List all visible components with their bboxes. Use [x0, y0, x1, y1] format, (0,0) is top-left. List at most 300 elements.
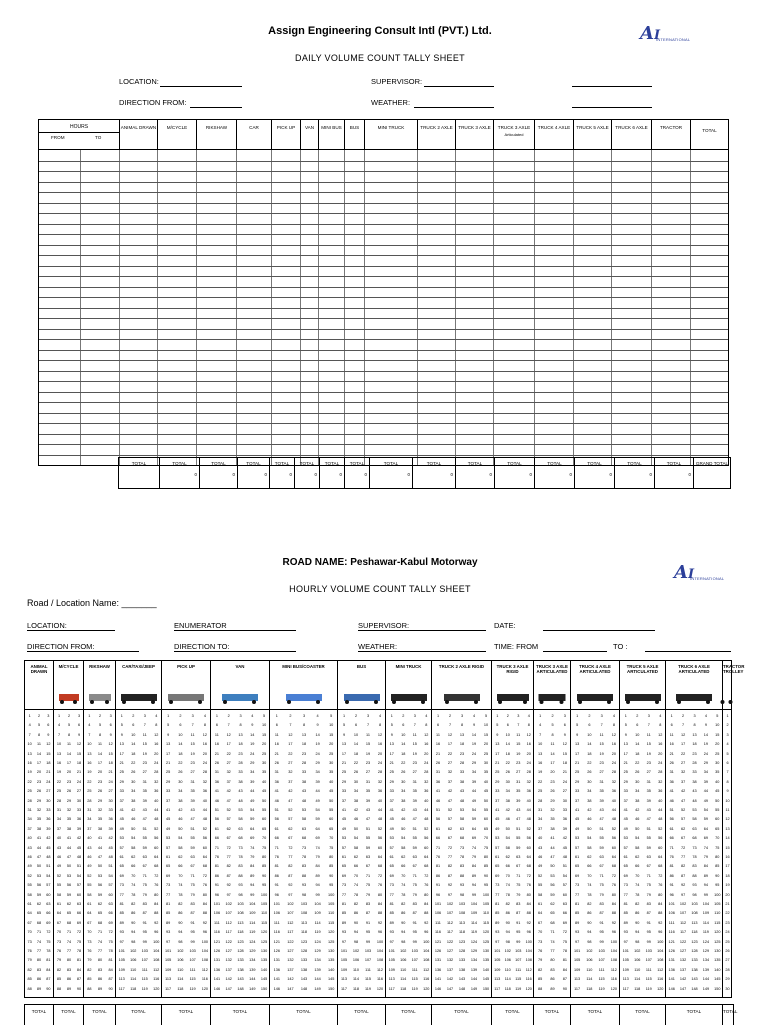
- tally-number[interactable]: 102: [177, 949, 184, 953]
- tally-number[interactable]: 63: [599, 855, 604, 859]
- tally-number[interactable]: 50: [505, 826, 510, 831]
- tally-number[interactable]: 60: [202, 845, 207, 850]
- tally-number[interactable]: 85: [261, 864, 267, 869]
- tally-number[interactable]: 9: [47, 732, 50, 737]
- tally-number[interactable]: 70: [178, 873, 183, 878]
- tally-number[interactable]: 34: [401, 789, 406, 794]
- tally-number[interactable]: 55: [329, 808, 334, 812]
- tally-number[interactable]: 42: [76, 836, 82, 841]
- tally-number[interactable]: 4: [527, 714, 530, 718]
- tally-number[interactable]: 32: [66, 808, 72, 812]
- tally-number[interactable]: 4: [612, 714, 615, 718]
- tally-number[interactable]: 36: [76, 817, 82, 822]
- tally-number[interactable]: 9: [704, 723, 707, 728]
- tally-number[interactable]: 97: [288, 892, 293, 897]
- tally-number[interactable]: 25: [329, 751, 334, 756]
- tally-number[interactable]: 23: [516, 761, 521, 765]
- tally-number[interactable]: 112: [446, 920, 454, 925]
- tally-number[interactable]: 41: [214, 789, 219, 794]
- tally-number[interactable]: 77: [288, 855, 293, 859]
- tally-number[interactable]: 40: [87, 836, 92, 841]
- tally-number[interactable]: 115: [141, 977, 148, 982]
- tally-number[interactable]: 2: [67, 714, 71, 718]
- tally-number[interactable]: 59: [250, 817, 255, 822]
- tally-number[interactable]: 99: [703, 892, 708, 897]
- tally-number[interactable]: 44: [703, 789, 708, 794]
- tally-number[interactable]: 24: [46, 779, 51, 784]
- tally-number[interactable]: 41: [495, 808, 500, 812]
- tally-number[interactable]: 64: [56, 911, 62, 916]
- tally-number[interactable]: 10: [131, 732, 136, 737]
- tally-number[interactable]: 12: [447, 732, 453, 737]
- tally-number[interactable]: 15: [599, 742, 604, 747]
- daily-row[interactable]: [39, 381, 728, 392]
- tally-number[interactable]: 128: [237, 949, 244, 953]
- tally-number[interactable]: 10: [538, 742, 543, 747]
- tally-number[interactable]: 57: [46, 883, 51, 888]
- tally-number[interactable]: 73: [166, 883, 171, 888]
- tally-number[interactable]: 135: [482, 958, 490, 963]
- tally-number[interactable]: 66: [562, 911, 567, 916]
- tally-number[interactable]: 119: [364, 986, 372, 991]
- tally-number[interactable]: 27: [725, 958, 730, 963]
- tally-number[interactable]: 122: [225, 939, 232, 944]
- tally-number[interactable]: 54: [587, 836, 592, 841]
- tally-number[interactable]: 16: [27, 761, 32, 765]
- tally-number[interactable]: 13: [166, 742, 171, 747]
- tally-number[interactable]: 80: [526, 892, 531, 897]
- tally-number[interactable]: 74: [131, 883, 136, 888]
- tally-number[interactable]: 38: [587, 798, 592, 803]
- tally-number[interactable]: 117: [446, 930, 454, 935]
- tally-number[interactable]: 75: [562, 939, 567, 944]
- tally-number[interactable]: 84: [471, 864, 477, 869]
- tally-number[interactable]: 90: [178, 920, 183, 925]
- tally-number[interactable]: 105: [340, 958, 348, 963]
- tally-number[interactable]: 80: [329, 855, 334, 859]
- tally-number[interactable]: 3: [460, 714, 464, 718]
- tally-number[interactable]: 112: [657, 967, 664, 972]
- tally-number[interactable]: 110: [482, 911, 490, 916]
- tally-number[interactable]: 34: [56, 817, 62, 822]
- tally-number[interactable]: 150: [714, 986, 721, 991]
- tally-number[interactable]: 84: [611, 902, 616, 906]
- tally-number[interactable]: 42: [288, 789, 293, 794]
- tally-number[interactable]: 102: [446, 902, 454, 906]
- tally-number[interactable]: 82: [538, 967, 543, 972]
- tally-number[interactable]: 80: [550, 958, 555, 963]
- tally-number[interactable]: 21: [623, 761, 628, 765]
- tally-number[interactable]: 33: [46, 808, 51, 812]
- tally-number[interactable]: 56: [669, 817, 674, 822]
- tally-number[interactable]: 27: [680, 761, 686, 765]
- enumerator-field[interactable]: [174, 630, 296, 631]
- tally-number[interactable]: 35: [365, 789, 371, 794]
- tally-number[interactable]: 66: [505, 864, 510, 869]
- tally-number[interactable]: 52: [154, 826, 159, 831]
- tally-number[interactable]: 39: [471, 779, 477, 784]
- tally-number[interactable]: 20: [377, 751, 383, 756]
- tally-number[interactable]: 128: [300, 949, 308, 953]
- tally-number[interactable]: 78: [459, 855, 465, 859]
- tally-number[interactable]: 6: [726, 761, 729, 765]
- tally-number[interactable]: 15: [329, 732, 334, 737]
- tally-number[interactable]: 86: [353, 911, 359, 916]
- tally-number[interactable]: 65: [97, 911, 103, 916]
- tally-number[interactable]: 93: [495, 930, 500, 935]
- tally-number[interactable]: 53: [692, 808, 697, 812]
- tally-number[interactable]: 81: [108, 958, 113, 963]
- tally-number[interactable]: 34: [703, 770, 708, 775]
- tally-number[interactable]: 84: [76, 967, 82, 972]
- tally-number[interactable]: 62: [680, 826, 686, 831]
- tally-number[interactable]: 7: [682, 723, 685, 728]
- tally-number[interactable]: 97: [447, 892, 453, 897]
- date-field[interactable]: [543, 630, 655, 631]
- tally-number[interactable]: 33: [575, 789, 580, 794]
- tally-number[interactable]: 63: [301, 826, 307, 831]
- tally-number[interactable]: 78: [635, 892, 640, 897]
- tally-number[interactable]: 48: [526, 817, 531, 822]
- tally-number[interactable]: 103: [458, 902, 466, 906]
- tally-number[interactable]: 94: [471, 883, 477, 888]
- tally-number[interactable]: 108: [237, 911, 244, 916]
- tally-number[interactable]: 24: [658, 761, 663, 765]
- tally-number[interactable]: 98: [692, 892, 697, 897]
- tally-number[interactable]: 118: [237, 930, 244, 935]
- tally-number[interactable]: 79: [87, 958, 92, 963]
- tally-number[interactable]: 96: [274, 892, 279, 897]
- tally-number[interactable]: 81: [341, 902, 347, 906]
- tally-number[interactable]: 72: [46, 930, 51, 935]
- tally-number[interactable]: 10: [635, 732, 640, 737]
- daily-row[interactable]: [39, 444, 728, 455]
- tally-number[interactable]: 79: [365, 892, 371, 897]
- tally-number[interactable]: 137: [225, 967, 232, 972]
- daily-row[interactable]: [39, 350, 728, 361]
- tally-number[interactable]: 119: [645, 986, 652, 991]
- tally-number[interactable]: 69: [495, 873, 500, 878]
- tally-number[interactable]: 74: [66, 939, 72, 944]
- tally-number[interactable]: 9: [576, 732, 579, 737]
- tally-number[interactable]: 54: [505, 836, 510, 841]
- tally-number[interactable]: 17: [97, 761, 103, 765]
- tally-number[interactable]: 119: [515, 986, 522, 991]
- tally-number[interactable]: 51: [435, 808, 441, 812]
- tally-number[interactable]: 79: [599, 892, 604, 897]
- tally-number[interactable]: 51: [412, 826, 417, 831]
- tally-number[interactable]: 2: [636, 714, 639, 718]
- tally-number[interactable]: 19: [471, 742, 477, 747]
- tally-number[interactable]: 1: [88, 714, 91, 718]
- tally-number[interactable]: 46: [401, 817, 406, 822]
- tally-number[interactable]: 85: [119, 911, 124, 916]
- tally-number[interactable]: 140: [328, 967, 335, 972]
- tally-number[interactable]: 103: [515, 949, 522, 953]
- tally-number[interactable]: 90: [329, 873, 334, 878]
- tally-number[interactable]: 110: [634, 967, 641, 972]
- tally-number[interactable]: 113: [494, 977, 501, 982]
- tally-number[interactable]: 18: [178, 751, 183, 756]
- tally-number[interactable]: 13: [495, 742, 500, 747]
- tally-number[interactable]: 22: [401, 761, 406, 765]
- tally-number[interactable]: 67: [87, 920, 92, 925]
- tally-number[interactable]: 43: [692, 789, 697, 794]
- tally-number[interactable]: 123: [300, 939, 308, 944]
- tally-number[interactable]: 67: [226, 836, 231, 841]
- tally-number[interactable]: 21: [575, 761, 580, 765]
- tally-number[interactable]: 106: [400, 958, 407, 963]
- tally-number[interactable]: 82: [288, 864, 293, 869]
- tally-number[interactable]: 18: [725, 873, 730, 878]
- tally-number[interactable]: 70: [538, 930, 543, 935]
- tally-number[interactable]: 109: [702, 911, 710, 916]
- tally-number[interactable]: 39: [562, 826, 567, 831]
- tally-number[interactable]: 103: [141, 949, 148, 953]
- tally-number[interactable]: 3: [563, 714, 566, 718]
- tally-number[interactable]: 94: [635, 930, 640, 935]
- daily-row[interactable]: [39, 423, 728, 434]
- tally-number[interactable]: 29: [550, 798, 555, 803]
- tally-number[interactable]: 23: [725, 920, 730, 925]
- tally-number[interactable]: 11: [366, 732, 370, 737]
- tally-number[interactable]: 55: [599, 836, 604, 841]
- tally-number[interactable]: 19: [516, 751, 521, 756]
- tally-number[interactable]: 110: [328, 911, 335, 916]
- tally-number[interactable]: 43: [27, 845, 32, 850]
- tally-number[interactable]: 105: [622, 958, 629, 963]
- tally-number[interactable]: 5: [726, 751, 729, 756]
- tally-number[interactable]: 129: [249, 949, 256, 953]
- tally-number[interactable]: 101: [164, 949, 172, 953]
- tally-number[interactable]: 22: [725, 911, 730, 916]
- tally-number[interactable]: 67: [142, 864, 147, 869]
- tally-number[interactable]: 32: [377, 779, 383, 784]
- tally-number[interactable]: 77: [226, 855, 231, 859]
- tally-number[interactable]: 18: [46, 761, 51, 765]
- tally-number[interactable]: 73: [238, 845, 243, 850]
- tally-number[interactable]: 17: [66, 761, 72, 765]
- tally-number[interactable]: 88: [692, 873, 697, 878]
- tally-number[interactable]: 89: [97, 986, 103, 991]
- tally-number[interactable]: 44: [471, 789, 477, 794]
- tally-number[interactable]: 134: [314, 958, 321, 963]
- tally-number[interactable]: 93: [692, 883, 697, 888]
- tally-number[interactable]: 58: [692, 817, 697, 822]
- tally-number[interactable]: 45: [261, 789, 267, 794]
- tally-number[interactable]: 74: [353, 883, 359, 888]
- tally-number[interactable]: 78: [353, 892, 359, 897]
- tally-number[interactable]: 65: [575, 864, 580, 869]
- tally-number[interactable]: 117: [287, 930, 294, 935]
- tally-number[interactable]: 107: [515, 958, 522, 963]
- tally-number[interactable]: 25: [341, 770, 347, 775]
- tally-number[interactable]: 36: [46, 817, 51, 822]
- tally-number[interactable]: 10: [715, 723, 720, 728]
- tally-number[interactable]: 58: [131, 845, 136, 850]
- tally-number[interactable]: 50: [131, 826, 136, 831]
- tally-number[interactable]: 66: [669, 836, 674, 841]
- tally-number[interactable]: 13: [623, 742, 628, 747]
- daily-row[interactable]: [39, 276, 728, 287]
- tally-number[interactable]: 26: [131, 770, 136, 775]
- tally-number[interactable]: 42: [562, 836, 567, 841]
- tally-number[interactable]: 4: [155, 714, 158, 718]
- tally-number[interactable]: 50: [329, 798, 334, 803]
- tally-number[interactable]: 96: [611, 930, 616, 935]
- tally-number[interactable]: 11: [725, 808, 730, 812]
- tally-number[interactable]: 35: [599, 789, 604, 794]
- tally-number[interactable]: 82: [680, 864, 686, 869]
- tally-number[interactable]: 22: [87, 779, 92, 784]
- tally-column[interactable]: [431, 710, 492, 997]
- tally-number[interactable]: 64: [27, 911, 32, 916]
- tally-number[interactable]: 38: [238, 779, 243, 784]
- tally-number[interactable]: 17: [288, 742, 293, 747]
- tally-number[interactable]: 128: [691, 949, 698, 953]
- tally-number[interactable]: 22: [680, 751, 686, 756]
- tally-number[interactable]: 57: [226, 817, 231, 822]
- tally-number[interactable]: 37: [166, 798, 171, 803]
- tally-number[interactable]: 25: [725, 939, 730, 944]
- tally-number[interactable]: 8: [726, 779, 729, 784]
- tally-number[interactable]: 55: [27, 883, 32, 888]
- tally-number[interactable]: 45: [76, 845, 82, 850]
- tally-number[interactable]: 56: [611, 836, 616, 841]
- tally-number[interactable]: 89: [315, 873, 320, 878]
- tally-number[interactable]: 61: [274, 826, 279, 831]
- tally-number[interactable]: 41: [119, 808, 124, 812]
- tally-number[interactable]: 1: [576, 714, 579, 718]
- tally-number[interactable]: 81: [623, 902, 628, 906]
- tally-number[interactable]: 15: [715, 732, 720, 737]
- tally-number[interactable]: 80: [66, 958, 72, 963]
- tally-number[interactable]: 15: [483, 732, 489, 737]
- tally-number[interactable]: 41: [389, 808, 394, 812]
- tally-number[interactable]: 20: [715, 742, 720, 747]
- tally-number[interactable]: 22: [27, 779, 32, 784]
- tally-column[interactable]: [210, 710, 270, 997]
- tally-number[interactable]: 140: [714, 967, 721, 972]
- tally-number[interactable]: 95: [190, 930, 195, 935]
- tally-number[interactable]: 73: [692, 845, 697, 850]
- tally-number[interactable]: 122: [446, 939, 454, 944]
- tally-number[interactable]: 19: [315, 742, 320, 747]
- tally-number[interactable]: 58: [56, 892, 62, 897]
- tally-number[interactable]: 41: [669, 789, 674, 794]
- tally-number[interactable]: 74: [315, 845, 320, 850]
- tally-number[interactable]: 90: [131, 920, 136, 925]
- tally-number[interactable]: 143: [300, 977, 308, 982]
- tally-number[interactable]: 90: [715, 873, 720, 878]
- tally-number[interactable]: 85: [483, 864, 489, 869]
- tally-number[interactable]: 49: [495, 826, 500, 831]
- tally-number[interactable]: 138: [237, 967, 244, 972]
- tally-number[interactable]: 20: [329, 742, 334, 747]
- tally-number[interactable]: 25: [715, 751, 720, 756]
- tally-number[interactable]: 66: [214, 836, 219, 841]
- tally-number[interactable]: 80: [715, 855, 720, 859]
- tally-number[interactable]: 41: [550, 836, 555, 841]
- daily-supervisor-field[interactable]: [424, 86, 494, 87]
- tally-number[interactable]: 52: [424, 826, 429, 831]
- tally-number[interactable]: 101: [213, 902, 221, 906]
- tally-number[interactable]: 98: [131, 939, 136, 944]
- tally-number[interactable]: 34: [27, 817, 32, 822]
- tally-number[interactable]: 110: [261, 911, 268, 916]
- tally-number[interactable]: 96: [424, 930, 429, 935]
- tally-number[interactable]: 89: [250, 873, 255, 878]
- tally-number[interactable]: 120: [328, 930, 335, 935]
- tally-number[interactable]: 13: [27, 751, 32, 756]
- tally-number[interactable]: 92: [526, 920, 531, 925]
- tally-number[interactable]: 50: [635, 826, 640, 831]
- tally-number[interactable]: 98: [587, 939, 592, 944]
- tally-number[interactable]: 63: [562, 902, 567, 906]
- tally-number[interactable]: 90: [261, 873, 267, 878]
- tally-number[interactable]: 52: [680, 808, 686, 812]
- tally-number[interactable]: 65: [261, 826, 267, 831]
- tally-number[interactable]: 75: [329, 845, 334, 850]
- tally-number[interactable]: 100: [423, 939, 430, 944]
- tally-number[interactable]: 14: [97, 751, 103, 756]
- tally-number[interactable]: 20: [658, 751, 663, 756]
- tally-number[interactable]: 28: [377, 770, 383, 775]
- tally-number[interactable]: 28: [301, 761, 307, 765]
- tally-number[interactable]: 100: [482, 892, 490, 897]
- tally-number[interactable]: 148: [237, 986, 244, 991]
- tally-number[interactable]: 8: [425, 723, 428, 728]
- tally-number[interactable]: 33: [562, 808, 567, 812]
- tally-number[interactable]: 52: [226, 808, 231, 812]
- tally-number[interactable]: 148: [691, 986, 698, 991]
- tally-number[interactable]: 113: [622, 977, 629, 982]
- tally-number[interactable]: 29: [341, 779, 347, 784]
- tally-number[interactable]: 109: [573, 967, 581, 972]
- tally-number[interactable]: 114: [470, 920, 478, 925]
- tally-number[interactable]: 75: [190, 883, 195, 888]
- tally-number[interactable]: 47: [516, 817, 521, 822]
- tally-number[interactable]: 37: [341, 798, 347, 803]
- tally-number[interactable]: 46: [214, 798, 219, 803]
- tally-number[interactable]: 40: [329, 779, 334, 784]
- tally-number[interactable]: 78: [238, 855, 243, 859]
- tally-number[interactable]: 57: [495, 845, 500, 850]
- tally-number[interactable]: 9: [77, 732, 81, 737]
- time-from-field[interactable]: [543, 651, 607, 652]
- tally-number[interactable]: 53: [389, 836, 394, 841]
- tally-number[interactable]: 8: [37, 732, 41, 737]
- tally-number[interactable]: 62: [178, 855, 183, 859]
- tally-number[interactable]: 39: [250, 779, 255, 784]
- daily-row[interactable]: [39, 339, 728, 350]
- tally-number[interactable]: 74: [587, 883, 592, 888]
- tally-number[interactable]: 100: [328, 892, 335, 897]
- tally-number[interactable]: 86: [669, 873, 674, 878]
- tally-number[interactable]: 77: [680, 855, 686, 859]
- tally-column[interactable]: [533, 710, 571, 997]
- tally-number[interactable]: 58: [353, 845, 359, 850]
- tally-number[interactable]: 12: [611, 732, 616, 737]
- tally-number[interactable]: 110: [586, 967, 593, 972]
- tally-number[interactable]: 73: [459, 845, 465, 850]
- tally-number[interactable]: 54: [46, 873, 51, 878]
- tally-number[interactable]: 36: [526, 789, 531, 794]
- tally-number[interactable]: 75: [46, 939, 51, 944]
- tally-number[interactable]: 76: [526, 883, 531, 888]
- tally-number[interactable]: 30: [108, 798, 113, 803]
- tally-number[interactable]: 73: [56, 939, 62, 944]
